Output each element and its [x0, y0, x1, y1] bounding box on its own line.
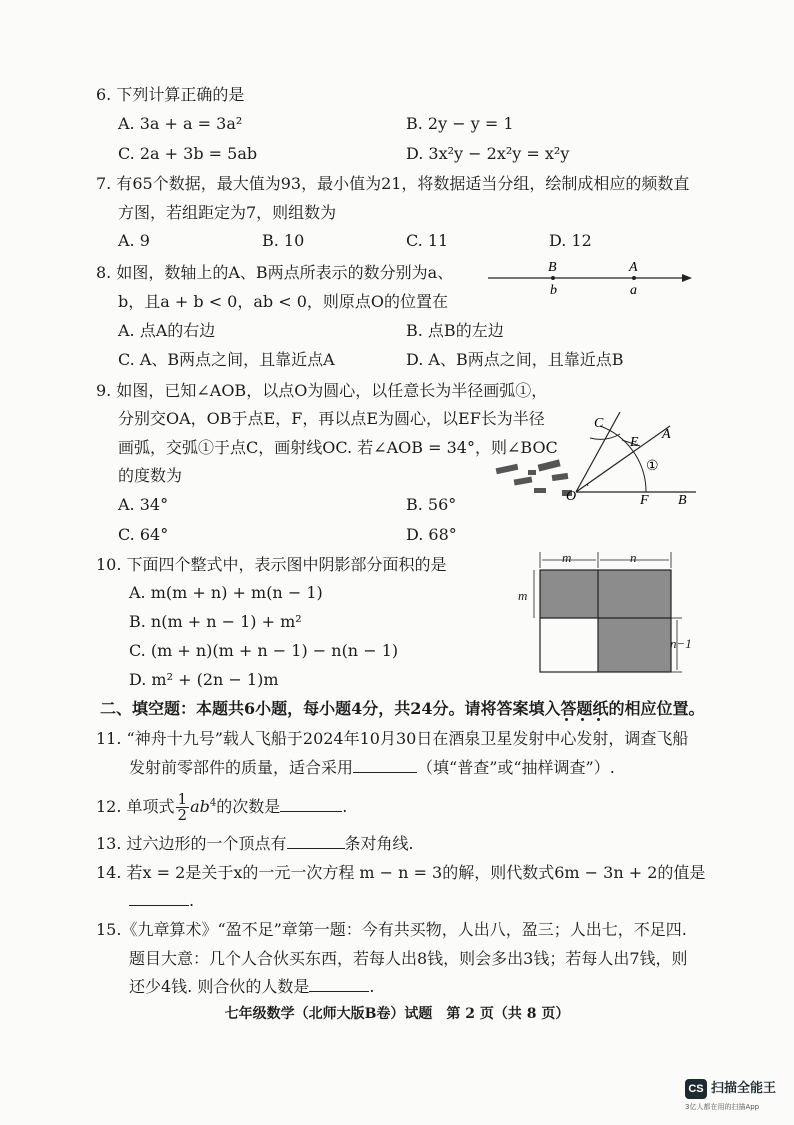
q13-text: 13. 过六边形的一个顶点有 — [96, 834, 287, 853]
q10-option-d: D. m² + (2n − 1)m — [129, 670, 279, 689]
q10-option-b: B. n(m + n − 1) + m² — [129, 612, 302, 631]
q11-text-a: 发射前零部件的质量，适合采用 — [129, 758, 354, 777]
q15-answer-blank[interactable] — [309, 977, 369, 992]
value-a-label: a — [630, 283, 637, 298]
q9-option-c: C. 64° — [118, 525, 169, 544]
q7-option-c: C. 11 — [406, 231, 449, 250]
point-b-label: B — [548, 260, 557, 275]
label-f: F — [640, 493, 649, 508]
q9-line4: 的度数为 — [118, 466, 183, 485]
q12-numerator: 1 — [177, 790, 188, 808]
q8-line1: 8. 如图，数轴上的A、B两点所表示的数分别为a、 — [96, 263, 454, 282]
q6-option-c: C. 2a + 3b = 5ab — [118, 144, 258, 163]
dim-m-left: m — [518, 588, 528, 603]
number-line-figure — [480, 255, 700, 303]
q7-option-d: D. 12 — [549, 231, 592, 250]
label-a: A — [662, 427, 671, 442]
q12-fraction — [176, 792, 190, 823]
q11-line1: 11. “神舟十九号”载人飞船于2024年10月30日在酒泉卫星发射中心发射，调查飞船 — [96, 729, 689, 748]
page-footer: 七年级数学（北师大版B卷）试题 第 2 页（共 8 页） — [224, 1006, 570, 1022]
dim-m-top: m — [562, 550, 572, 565]
q6-option-a: A. 3a + a = 3a² — [118, 114, 243, 133]
emphasis-dot — [565, 718, 568, 721]
label-o: O — [566, 489, 577, 504]
q12-line — [96, 792, 347, 823]
shaded-area-figure — [512, 548, 702, 680]
q7-line2: 方图，若组距定为7，则组数为 — [118, 203, 337, 222]
q6-stem: 6. 下列计算正确的是 — [96, 85, 245, 104]
point-a-label: A — [629, 260, 638, 275]
arc-one-label: ① — [646, 459, 659, 474]
q14-end: . — [189, 891, 195, 910]
q12-answer-blank[interactable] — [280, 797, 342, 812]
q12-expr: ab — [190, 797, 210, 816]
q13-answer-blank[interactable] — [287, 834, 345, 849]
q7-option-b: B. 10 — [262, 231, 305, 250]
q12-text: 12. 单项式 — [96, 797, 175, 816]
section-2-heading: 二、填空题：本题共6小题，每小题4分，共24分。请将答案填入答题纸的相应位置。 — [100, 699, 705, 718]
q8-line2: b，且a + b < 0，ab < 0，则原点O的位置在 — [118, 292, 449, 311]
q9-option-a: A. 34° — [118, 495, 169, 514]
q11-text-b: （填“普查”或“抽样调查”）. — [417, 758, 615, 777]
q12-end: . — [342, 797, 348, 816]
emphasis-dot — [581, 718, 584, 721]
camscanner-name: 扫描全能王 — [711, 1081, 777, 1096]
angle-construction-figure — [490, 400, 705, 515]
label-c: C — [594, 416, 604, 431]
q9-option-b: B. 56° — [406, 495, 457, 514]
label-e: E — [630, 435, 639, 450]
q14-line2 — [129, 890, 194, 912]
q14-answer-blank[interactable] — [129, 891, 189, 906]
q15-line2: 题目大意：几个人合伙买东西，若每人出8钱，则会多出3钱；若每人出7钱，则 — [129, 949, 688, 968]
q6-option-b: B. 2y − y = 1 — [406, 114, 514, 133]
q13-text-post: 条对角线. — [344, 834, 414, 853]
q15-end: . — [369, 977, 375, 996]
q7-line1: 7. 有65个数据，最大值为93，最小值为21，将数据适当分组，绘制成相应的频数直 — [96, 174, 690, 193]
dim-n-top: n — [630, 550, 637, 565]
dim-n-minus-1: n−1 — [670, 636, 692, 651]
q13-line — [96, 833, 414, 855]
camscanner-tagline: 3亿人都在用的扫描App — [685, 1103, 760, 1111]
smudge-marks — [496, 459, 572, 496]
value-b-label: b — [550, 283, 557, 298]
q11-line2 — [129, 757, 615, 779]
q12-denominator: 2 — [177, 806, 188, 824]
q8-option-b: B. 点B的左边 — [406, 321, 504, 340]
q15-text: 还少4钱. 则合伙的人数是 — [129, 977, 310, 996]
q10-stem: 10. 下面四个整式中，表示图中阴影部分面积的是 — [96, 555, 447, 574]
q6-option-d: D. 3x²y − 2x²y = x²y — [406, 144, 570, 163]
q12-exponent: 4 — [209, 797, 217, 809]
q12-text-post: 的次数是 — [216, 797, 281, 816]
camscanner-logo-icon: CS — [685, 1079, 707, 1099]
q10-option-c: C. (m + n)(m + n − 1) − n(n − 1) — [129, 641, 399, 660]
camscanner-badge — [683, 1077, 793, 1117]
q9-option-d: D. 68° — [406, 525, 457, 544]
label-b: B — [678, 493, 687, 508]
q9-line3: 画弧，交弧①于点C，画射线OC. 若∠AOB = 34°，则∠BOC — [118, 438, 558, 457]
emphasis-dot — [597, 718, 600, 721]
q14-line1: 14. 若x = 2是关于x的一元一次方程 m − n = 3的解，则代数式6m − 3n + 2的值是 — [96, 863, 706, 882]
q10-option-a: A. m(m + n) + m(n − 1) — [129, 583, 323, 602]
q9-line1: 9. 如图，已知∠AOB，以点O为圆心，以任意长为半径画弧①， — [96, 381, 548, 400]
q8-option-c: C. A、B两点之间，且靠近点A — [118, 350, 335, 369]
q8-option-d: D. A、B两点之间，且靠近点B — [406, 350, 624, 369]
q7-option-a: A. 9 — [118, 231, 150, 250]
q11-answer-blank[interactable] — [353, 758, 417, 773]
q15-line1: 15.《九章算术》“盈不足”章第一题：今有共买物，人出八，盈三；人出七，不足四. — [96, 920, 687, 939]
q15-line3 — [129, 976, 374, 998]
q8-option-a: A. 点A的右边 — [118, 321, 216, 340]
q9-line2: 分别交OA，OB于点E，F，再以点E为圆心，以EF长为半径 — [118, 409, 545, 428]
